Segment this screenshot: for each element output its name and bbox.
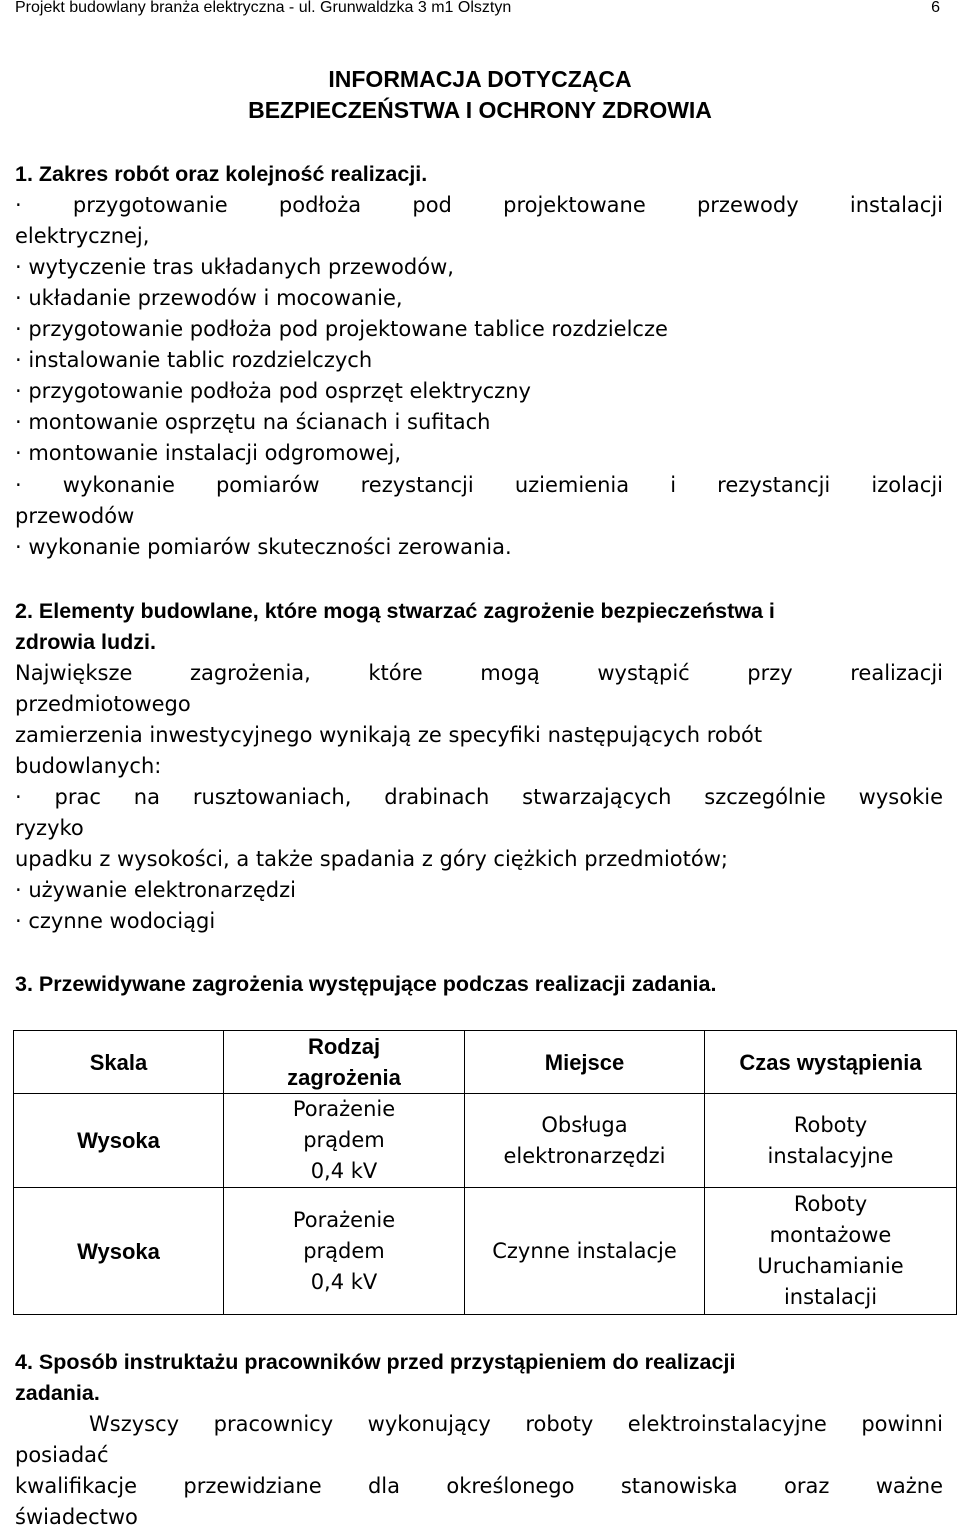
section-1-line: · przygotowanie podłoża pod osprzęt elektryczny xyxy=(15,379,531,403)
section-1-line: · przygotowanie podłoża pod projektowane tablice rozdzielcze xyxy=(15,317,668,341)
section-2-line: · czynne wodociągi xyxy=(15,909,216,933)
section-1-line: · przygotowanie podłoża pod projektowane przewody instalacji xyxy=(15,193,943,217)
section-4-line: posiadać xyxy=(15,1443,109,1467)
section-2-line: zamierzenia inwestycyjnego wynikają ze specyfiki następujących robót xyxy=(15,723,763,747)
page-header xyxy=(15,0,945,20)
section-4-line: Wszyscy pracownicy wykonujący roboty elektroinstalacyjne powinni xyxy=(89,1412,943,1436)
section-2-heading-line-2: zdrowia ludzi. xyxy=(15,630,156,654)
section-2-heading-line-1: 2. Elementy budowlane, które mogą stwarzać zagrożenie bezpieczeństwa i xyxy=(15,599,775,623)
section-1-line: · montowanie osprzętu na ścianach i sufitach xyxy=(15,410,491,434)
section-2-line: ryzyko xyxy=(15,816,84,840)
section-2-line: · używanie elektronarzędzi xyxy=(15,878,296,902)
section-2-line: przedmiotowego xyxy=(15,692,191,716)
document-title-line-1: INFORMACJA DOTYCZĄCA xyxy=(328,66,632,92)
section-4-heading-line-1: 4. Sposób instruktażu pracowników przed przystąpieniem do realizacji xyxy=(15,1350,736,1374)
table-header-row xyxy=(14,1031,957,1094)
section-2-line: upadku z wysokości, a także spadania z góry ciężkich przedmiotów; xyxy=(15,847,728,871)
section-2-line: budowlanych: xyxy=(15,754,162,778)
section-2-line: · prac na rusztowaniach, drabinach stwarzających szczególnie wysokie xyxy=(15,785,943,809)
header-scale: Skala xyxy=(14,1031,224,1094)
cell-place: Czynne instalacje xyxy=(465,1188,705,1315)
document-title-line-2: BEZPIECZEŃSTWA I OCHRONY ZDROWIA xyxy=(248,97,712,123)
section-3-heading: 3. Przewidywane zagrożenia występujące podczas realizacji zadania. xyxy=(15,972,717,996)
section-1-line: przewodów xyxy=(15,504,135,528)
section-1-line: · wykonanie pomiarów skuteczności zerowania. xyxy=(15,535,512,559)
section-1-line: · wykonanie pomiarów rezystancji uziemienia i rezystancji izolacji xyxy=(15,473,943,497)
header-hazard-type: Rodzaj zagrożenia xyxy=(224,1031,465,1094)
cell-scale: Wysoka xyxy=(14,1094,224,1188)
cell-time: Roboty montażowe Uruchamianie instalacji xyxy=(705,1188,957,1315)
header-place: Miejsce xyxy=(465,1031,705,1094)
section-1-line: elektrycznej, xyxy=(15,224,150,248)
table-row xyxy=(14,1188,957,1315)
section-4-line: świadectwo xyxy=(15,1505,138,1529)
section-4-heading-line-2: zadania. xyxy=(15,1381,100,1405)
cell-place: Obsługa elektronarzędzi xyxy=(465,1094,705,1188)
cell-hazard-type: Porażenie prądem 0,4 kV xyxy=(224,1188,465,1315)
cell-scale: Wysoka xyxy=(14,1188,224,1315)
section-4-line: kwalifikacje przewidziane dla określonego stanowiska oraz ważne xyxy=(15,1474,943,1498)
cell-time: Roboty instalacyjne xyxy=(705,1094,957,1188)
section-1-line: · układanie przewodów i mocowanie, xyxy=(15,286,403,310)
section-2-line: Największe zagrożenia, które mogą wystąpić przy realizacji xyxy=(15,661,943,685)
hazards-table xyxy=(13,1030,957,1315)
section-1-line: · wytyczenie tras układanych przewodów, xyxy=(15,255,454,279)
cell-hazard-type: Porażenie prądem 0,4 kV xyxy=(224,1094,465,1188)
section-1-line: · instalowanie tablic rozdzielczych xyxy=(15,348,373,372)
section-1-line: · montowanie instalacji odgromowej, xyxy=(15,441,402,465)
header-text: Projekt budowlany branża elektryczna - ul. Grunwaldzka 3 m1 Olsztyn xyxy=(15,0,512,16)
header-time: Czas wystąpienia xyxy=(705,1031,957,1094)
page-number: 6 xyxy=(931,0,940,16)
table-row xyxy=(14,1094,957,1188)
section-1-heading: 1. Zakres robót oraz kolejność realizacji. xyxy=(15,162,428,186)
